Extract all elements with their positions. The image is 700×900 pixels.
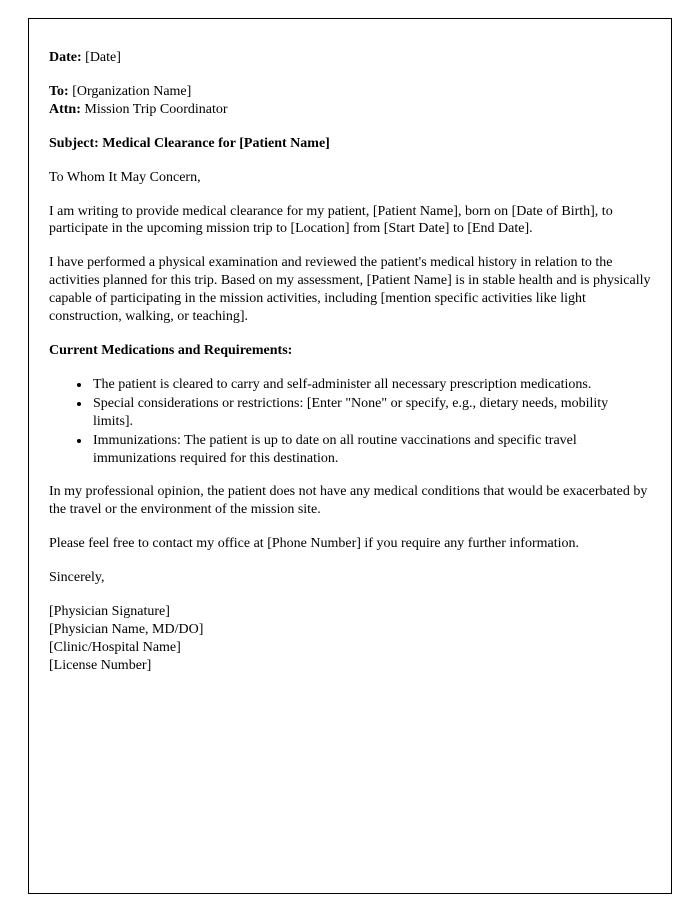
to-label: To: xyxy=(49,83,69,99)
salutation: To Whom It May Concern, xyxy=(49,169,201,185)
requirements-list xyxy=(49,376,651,468)
list-item: • The patient is cleared to carry and self-administer all necessary prescription medications. xyxy=(91,376,651,394)
to-value: [Organization Name] xyxy=(68,83,192,99)
paragraph-opinion: In my professional opinion, the patient does not have any medical conditions that would be exacerbated by the travel or the environment of the mission site. xyxy=(49,484,648,518)
date-line xyxy=(49,49,651,67)
list-item: • Immunizations: The patient is up to date on all routine vaccinations and specific travel immunizations required for this destination. xyxy=(91,432,651,468)
attn-label: Attn: xyxy=(49,101,81,117)
signature-line: [Physician Name, MD/DO] xyxy=(49,621,204,637)
subject-line xyxy=(49,135,651,153)
list-item: • Special considerations or restrictions: [Enter "None" or specify, e.g., dietary needs, mobility limits]. xyxy=(91,395,651,431)
to-line xyxy=(49,83,651,101)
closing: Sincerely, xyxy=(49,570,105,586)
attn-line xyxy=(49,101,651,119)
letter-document xyxy=(28,18,672,894)
date-value: [Date] xyxy=(81,50,121,65)
date-label: Date: xyxy=(49,50,82,65)
medications-heading xyxy=(49,342,651,360)
signature-line: [Clinic/Hospital Name] xyxy=(49,639,181,655)
paragraph-intro: I am writing to provide medical clearance for my patient, [Patient Name], born on [Date of Birth], to participate in the upcoming mission trip to [Location] from [Start Date] to [End Date]. xyxy=(49,203,613,237)
paragraph-contact: Please feel free to contact my office at [Phone Number] if you require any further information. xyxy=(49,536,579,552)
subject-text: Subject: Medical Clearance for [Patient Name] xyxy=(49,135,330,151)
paragraph-examination: I have performed a physical examination and reviewed the patient's medical history in relation to the activities planned for this trip. Based on my assessment, [Patient Name] is in stable health and is physically capable of participating in the mission activities, including [mention specific activities like light construction, walking, or teaching]. xyxy=(49,255,651,325)
medications-heading-text: Current Medications and Requirements: xyxy=(49,342,293,358)
signature-line: [Physician Signature] xyxy=(49,604,170,620)
attn-value: Mission Trip Coordinator xyxy=(80,101,228,117)
signature-line: [License Number] xyxy=(49,657,152,673)
signature-block xyxy=(49,603,651,675)
